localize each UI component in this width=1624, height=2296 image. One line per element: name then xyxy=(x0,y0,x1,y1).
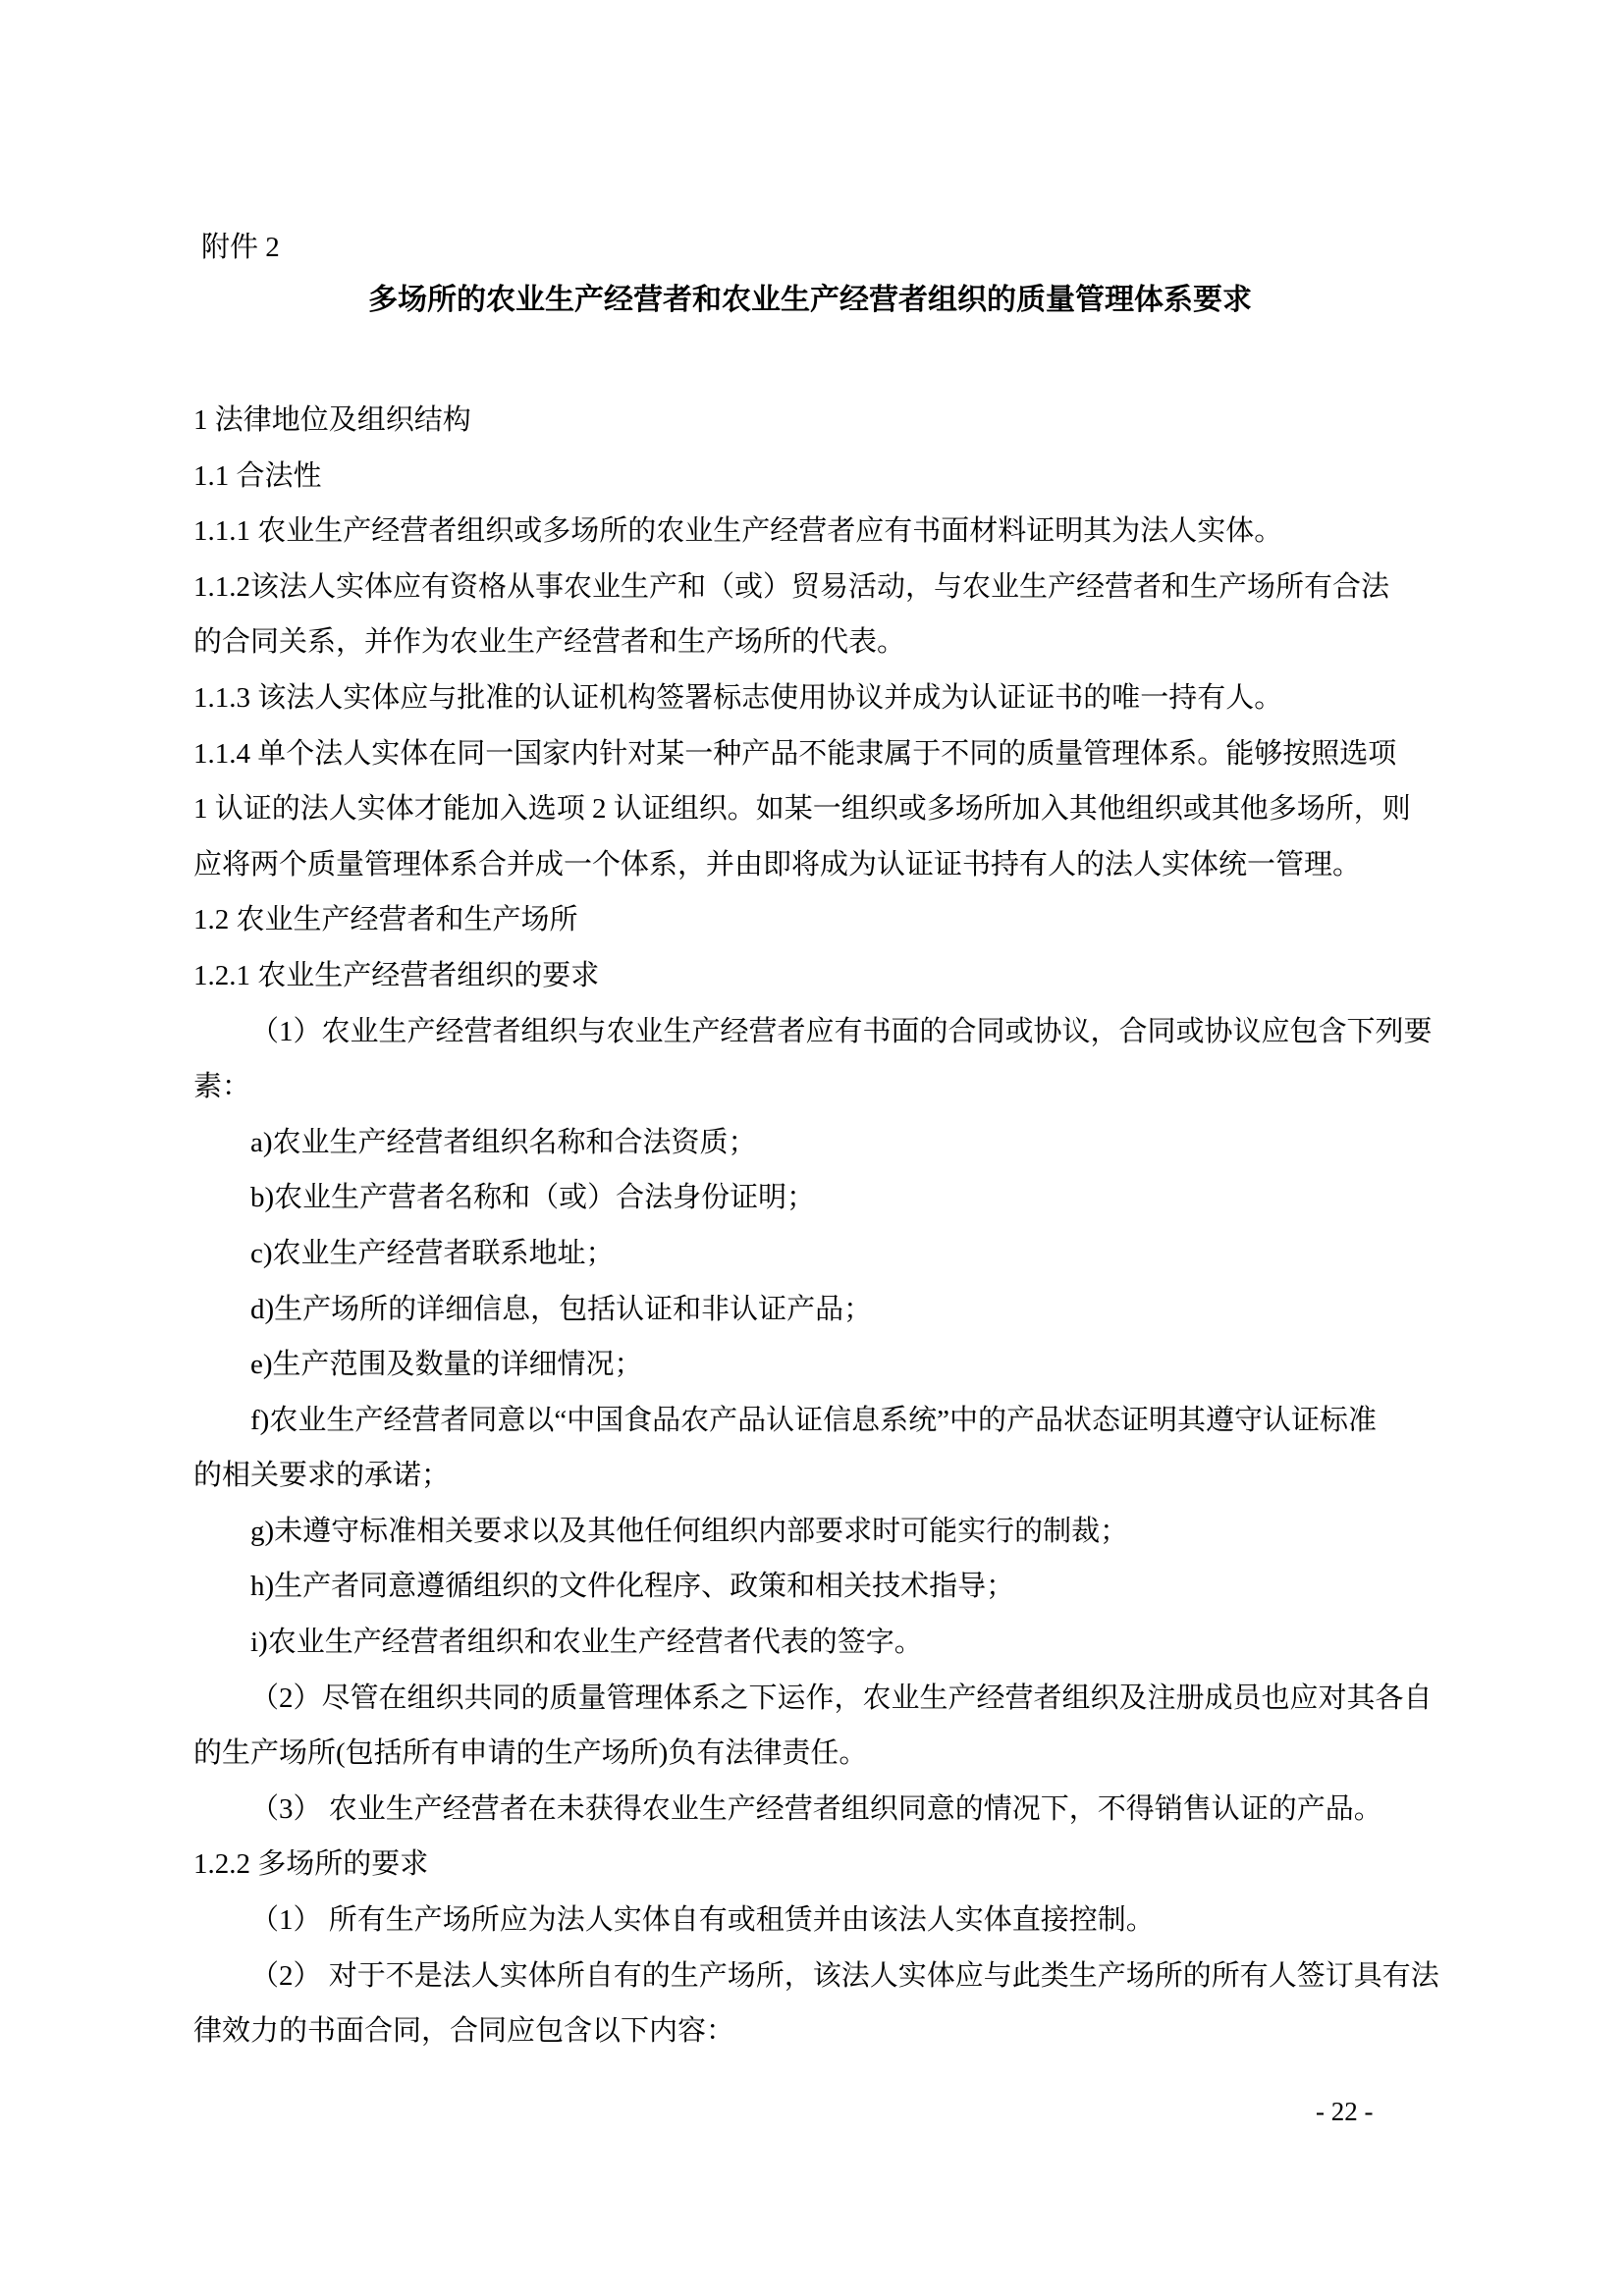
body-line: g)未遵守标准相关要求以及其他任何组织内部要求时可能实行的制裁； xyxy=(250,1515,1129,1547)
body-line: 1.1.2该法人实体应有资格从事农业生产和（或）贸易活动，与农业生产经营者和生产场所有合法 xyxy=(193,570,1390,603)
body-line: 1.1.3 该法人实体应与批准的认证机构签署标志使用协议并成为认证证书的唯一持有人。 xyxy=(193,681,1283,714)
body-line: a)农业生产经营者组织名称和合法资质； xyxy=(250,1126,757,1158)
document-body xyxy=(193,393,1439,2059)
body-line: （1）农业生产经营者组织与农业生产经营者应有书面的合同或协议，合同或协议应包含下列要 xyxy=(250,1015,1433,1047)
body-line: （1） 所有生产场所应为法人实体自有或租赁并由该法人实体直接控制。 xyxy=(250,1904,1155,1937)
body-line: 1 认证的法人实体才能加入选项 2 认证组织。如某一组织或多场所加入其他组织或其他多场所，则 xyxy=(193,793,1411,826)
page-title: 多场所的农业生产经营者和农业生产经营者组织的质量管理体系要求 xyxy=(368,284,1252,316)
body-line: 1.1.1 农业生产经营者组织或多场所的农业生产经营者应有书面材料证明其为法人实体。 xyxy=(193,515,1283,548)
body-line: e)生产范围及数量的详细情况； xyxy=(250,1349,643,1381)
body-line: 1 法律地位及组织结构 xyxy=(193,404,471,436)
body-line: 1.1.4 单个法人实体在同一国家内针对某一种产品不能隶属于不同的质量管理体系。能够按照选项 xyxy=(193,737,1397,770)
body-line: h)生产者同意遵循组织的文件化程序、政策和相关技术指导； xyxy=(250,1571,1015,1603)
body-line: 1.2 农业生产经营者和生产场所 xyxy=(193,904,578,936)
body-line: （2）尽管在组织共同的质量管理体系之下运作，农业生产经营者组织及注册成员也应对其各自 xyxy=(250,1682,1433,1714)
body-line: 律效力的书面合同，合同应包含以下内容： xyxy=(193,2015,735,2048)
body-line: 的生产场所(包括所有申请的生产场所)负有法律责任。 xyxy=(193,1737,868,1770)
body-line: 1.1 合法性 xyxy=(193,459,322,492)
body-line: c)农业生产经营者联系地址； xyxy=(250,1237,615,1269)
body-line: f)农业生产经营者同意以“中国食品农产品认证信息系统”中的产品状态证明其遵守认证标准 xyxy=(250,1404,1378,1436)
body-line: 1.2.2 多场所的要求 xyxy=(193,1848,429,1881)
body-line: b)农业生产营者名称和（或）合法身份证明； xyxy=(250,1182,816,1214)
body-line: i)农业生产经营者组织和农业生产经营者代表的签字。 xyxy=(250,1627,923,1659)
body-line: 1.2.1 农业生产经营者组织的要求 xyxy=(193,959,600,991)
page-number: - 22 - xyxy=(1316,2097,1374,2126)
body-line: 应将两个质量管理体系合并成一个体系，并由即将成为认证证书持有人的法人实体统一管理。 xyxy=(193,848,1362,881)
body-line: 的合同关系，并作为农业生产经营者和生产场所的代表。 xyxy=(193,626,906,659)
body-line: （3） 农业生产经营者在未获得农业生产经营者组织同意的情况下，不得销售认证的产品。 xyxy=(250,1792,1382,1825)
attachment-label: 附件 2 xyxy=(201,232,280,263)
body-line: 素： xyxy=(193,1071,251,1103)
body-line: （2） 对于不是法人实体所自有的生产场所，该法人实体应与此类生产场所的所有人签订具有法 xyxy=(250,1959,1439,1992)
body-line: 的相关要求的承诺； xyxy=(193,1460,451,1492)
body-line: d)生产场所的详细信息，包括认证和非认证产品； xyxy=(250,1293,873,1325)
